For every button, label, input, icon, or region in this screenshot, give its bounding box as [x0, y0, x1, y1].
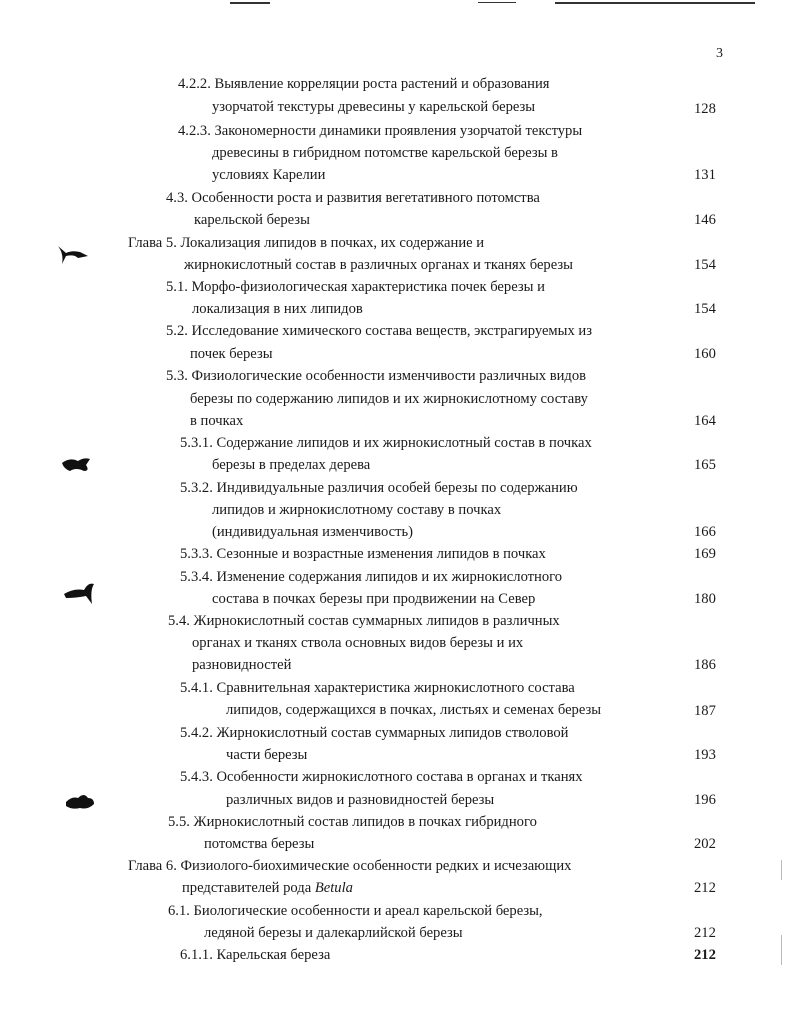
toc-entry-title: условиях Карелии: [212, 167, 326, 183]
toc-entry-title: 6.1.1. Карельская береза: [180, 947, 331, 963]
toc-entry-title: 5.5. Жирнокислотный состав липидов в почках гибридного: [168, 814, 537, 830]
toc-entry-page: 202: [694, 836, 716, 852]
toc-entry-page: 154: [694, 257, 716, 273]
toc-entry-page: 160: [694, 346, 716, 362]
toc-entry-title: потомства березы: [204, 836, 315, 852]
scan-artifact-line: [781, 860, 782, 880]
scan-artifact-line: [555, 2, 755, 4]
scan-artifact-line: [230, 2, 270, 4]
toc-entry-title: 5.4.3. Особенности жирнокислотного состава в органах и тканях: [180, 769, 583, 785]
toc-entry-title: липидов и жирнокислотному составу в почках: [212, 502, 502, 518]
toc-entry-page: 212: [694, 947, 716, 963]
toc-entry-title: березы в пределах дерева: [212, 457, 371, 473]
toc-entry-page: 193: [694, 747, 716, 763]
scan-mark-icon: [62, 580, 96, 606]
toc-entry-title: 5.1. Морфо-физиологическая характеристика почек березы и: [166, 279, 545, 295]
toc-entry-title: древесины в гибридном потомстве карельской березы в: [212, 145, 558, 161]
toc-entry-title: различных видов и разновидностей березы: [226, 792, 495, 808]
page-number: 3: [716, 46, 723, 61]
toc-entry-title: 4.2.2. Выявление корреляции роста растений и образования: [178, 76, 550, 92]
toc-entry-title: (индивидуальная изменчивость): [212, 524, 413, 540]
toc-entry-page: 165: [694, 457, 716, 473]
toc-entry-title: локализация в них липидов: [192, 301, 363, 317]
scan-mark-icon: [56, 244, 90, 266]
toc-chapter-title: Глава 6. Физиолого-биохимические особенности редких и исчезающих: [128, 858, 572, 874]
toc-entry-title: 4.3. Особенности роста и развития вегетативного потомства: [166, 190, 540, 206]
toc-entry-title: части березы: [226, 747, 308, 763]
toc-entry-title: 4.2.3. Закономерности динамики проявления узорчатой текстуры: [178, 123, 583, 139]
toc-entry-page: 131: [694, 167, 716, 183]
toc-entry-title: липидов, содержащихся в почках, листьях и семенах березы: [226, 702, 602, 718]
toc-entry-page: 164: [694, 413, 716, 429]
toc-chapter-title: жирнокислотный состав в различных органах и тканях березы: [184, 257, 573, 273]
genus-name: Betula: [314, 880, 353, 896]
toc-entry-title: состава в почках березы при продвижении на Север: [212, 591, 536, 607]
toc-entry-title: разновидностей: [192, 657, 292, 673]
scan-mark-icon: [64, 792, 96, 812]
toc-entry-title: в почках: [190, 413, 244, 429]
toc-chapter-text: представителей рода: [182, 880, 315, 896]
toc-entry-title: 5.3.3. Сезонные и возрастные изменения липидов в почках: [180, 546, 546, 562]
toc-entry-title: 5.4.2. Жирнокислотный состав суммарных липидов стволовой: [180, 725, 569, 741]
toc-entry-title: узорчатой текстуры древесины у карельской березы: [212, 99, 536, 115]
scan-mark-icon: [60, 455, 92, 473]
toc-entry-title: 5.3.1. Содержание липидов и их жирнокислотный состав в почках: [180, 435, 592, 451]
toc-entry-title: органах и тканях ствола основных видов березы и их: [192, 635, 524, 651]
toc-chapter-title: Глава 5. Локализация липидов в почках, их содержание и: [128, 235, 485, 251]
toc-entry-page: 196: [694, 792, 716, 808]
toc-entry-page: 154: [694, 301, 716, 317]
toc-chapter-title: [182, 877, 353, 899]
toc-entry-title: 5.4. Жирнокислотный состав суммарных липидов в различных: [168, 613, 560, 629]
toc-entry-page: 212: [694, 925, 716, 941]
toc-entry-title: почек березы: [190, 346, 273, 362]
toc-entry-title: ледяной березы и далекарлийской березы: [204, 925, 463, 941]
toc-entry-title: 5.3.4. Изменение содержания липидов и их жирнокислотного: [180, 569, 563, 585]
toc-entry-page: 186: [694, 657, 716, 673]
toc-entry-title: карельской березы: [194, 212, 310, 228]
toc-entry-page: 169: [694, 546, 716, 562]
scan-artifact-line: [478, 2, 516, 3]
toc-entry-page: 128: [694, 101, 716, 117]
toc-entry-title: 5.3. Физиологические особенности изменчивости различных видов: [166, 368, 587, 384]
toc-entry-page: 146: [694, 212, 716, 228]
toc-entry-title: 6.1. Биологические особенности и ареал карельской березы,: [168, 903, 543, 919]
toc-entry-title: 5.4.1. Сравнительная характеристика жирнокислотного состава: [180, 680, 575, 696]
toc-entry-title: 5.2. Исследование химического состава веществ, экстрагируемых из: [166, 323, 592, 339]
toc-entry-page: 212: [694, 880, 716, 896]
toc-entry-title: березы по содержанию липидов и их жирнокислотному составу: [190, 391, 588, 407]
scan-artifact-line: [781, 935, 782, 965]
toc-entry-page: 180: [694, 591, 716, 607]
toc-entry-page: 166: [694, 524, 716, 540]
toc-entry-title: 5.3.2. Индивидуальные различия особей березы по содержанию: [180, 480, 578, 496]
toc-entry-page: 187: [694, 703, 716, 719]
